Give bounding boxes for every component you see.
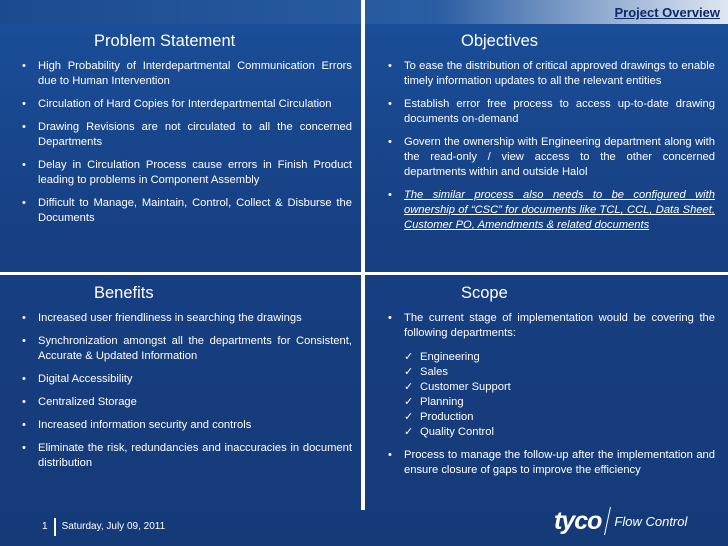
bullet-icon: • [22, 98, 26, 110]
list-item: • Process to manage the follow-up after the implementation and ensure closure of gaps to improve the efficiency [388, 449, 715, 476]
check-icon: ✓ [404, 366, 414, 378]
scope-heading: Scope [461, 284, 508, 302]
horizontal-divider [0, 272, 728, 275]
bullet-icon: • [388, 98, 392, 110]
list-item: • Synchronization amongst all the departments for Consistent, Accurate & Updated Information [22, 335, 352, 362]
list-item: • Govern the ownership with Engineering department along with the read-only / view access to the other concerned departments within and outside Halol [388, 136, 715, 178]
list-item: • Centralized Storage [22, 396, 137, 408]
benefits-heading: Benefits [94, 284, 154, 302]
list-item: • Digital Accessibility [22, 373, 133, 385]
list-item: • The current stage of implementation would be covering the following departments: ✓ Engineering ✓ Sales ✓ Customer Support ✓ Planning ✓ Production ✓ Quality Control [388, 312, 715, 438]
department-item: ✓ Customer Support [404, 381, 511, 393]
footer-separator [54, 518, 56, 536]
problem-statement-heading: Problem Statement [94, 32, 236, 50]
bullet-icon: • [388, 136, 392, 148]
bullet-icon: • [22, 60, 26, 72]
tyco-logo [554, 504, 687, 538]
list-item: • High Probability of Interdepartmental Communication Errors due to Human Intervention [22, 60, 352, 87]
department-item: ✓ Engineering [404, 351, 480, 363]
bullet-icon: • [22, 197, 26, 209]
scope-section [388, 282, 715, 486]
bullet-icon: • [388, 312, 392, 324]
benefits-section [22, 282, 352, 479]
page-number: 1 [42, 521, 48, 532]
list-item: • Difficult to Manage, Maintain, Control, Collect & Disburse the Documents [22, 197, 352, 224]
footer-date: Saturday, July 09, 2011 [61, 521, 166, 532]
check-icon: ✓ [404, 351, 414, 363]
list-item: • To ease the distribution of critical approved drawings to enable timely information updates to all the relevant entities [388, 60, 715, 87]
benefits-list [22, 311, 352, 471]
list-item: • Increased user friendliness in searching the drawings [22, 312, 302, 324]
bullet-icon: • [22, 121, 26, 133]
logo-brand: tyco [554, 506, 602, 535]
problem-list [22, 59, 352, 226]
check-icon: ✓ [404, 396, 414, 408]
department-list [404, 350, 715, 440]
bullet-icon: • [22, 312, 26, 324]
objectives-heading: Objectives [461, 32, 539, 50]
list-item: • Drawing Revisions are not circulated to all the concerned Departments [22, 121, 352, 148]
bullet-icon: • [388, 189, 392, 201]
logo-division: Flow Control [614, 513, 688, 529]
department-item: ✓ Planning [404, 396, 464, 408]
slide-footer [42, 517, 165, 537]
list-item: • Increased information security and controls [22, 419, 252, 431]
bullet-icon: • [22, 442, 26, 454]
bullet-icon: • [22, 335, 26, 347]
objectives-list [388, 59, 715, 233]
department-item: ✓ Quality Control [404, 426, 494, 438]
bullet-icon: • [22, 419, 26, 431]
check-icon: ✓ [404, 381, 414, 393]
problem-statement-section [22, 30, 352, 234]
vertical-divider [361, 0, 365, 510]
bullet-icon: • [388, 449, 392, 461]
logo-separator [604, 507, 611, 535]
page-title: Project Overview [614, 5, 720, 20]
department-item: ✓ Production [404, 411, 474, 423]
bullet-icon: • [22, 373, 26, 385]
list-item: • Delay in Circulation Process cause errors in Finish Product leading to problems in Component Assembly [22, 159, 352, 186]
bullet-icon: • [22, 159, 26, 171]
bullet-icon: • [388, 60, 392, 72]
list-item: • Eliminate the risk, redundancies and inaccuracies in document distribution [22, 442, 352, 469]
scope-list [388, 311, 715, 478]
check-icon: ✓ [404, 426, 414, 438]
bullet-icon: • [22, 396, 26, 408]
list-item: • Circulation of Hard Copies for Interdepartmental Circulation [22, 98, 332, 110]
list-item: • Establish error free process to access up-to-date drawing documents on-demand [388, 98, 715, 125]
objectives-section [388, 30, 715, 241]
check-icon: ✓ [404, 411, 414, 423]
department-item: ✓ Sales [404, 366, 448, 378]
list-item: • The similar process also needs to be configured with ownership of “CSC” for documents like TCL, CCL, Data Sheet, Customer PO, Amendments & related documents [388, 189, 715, 231]
